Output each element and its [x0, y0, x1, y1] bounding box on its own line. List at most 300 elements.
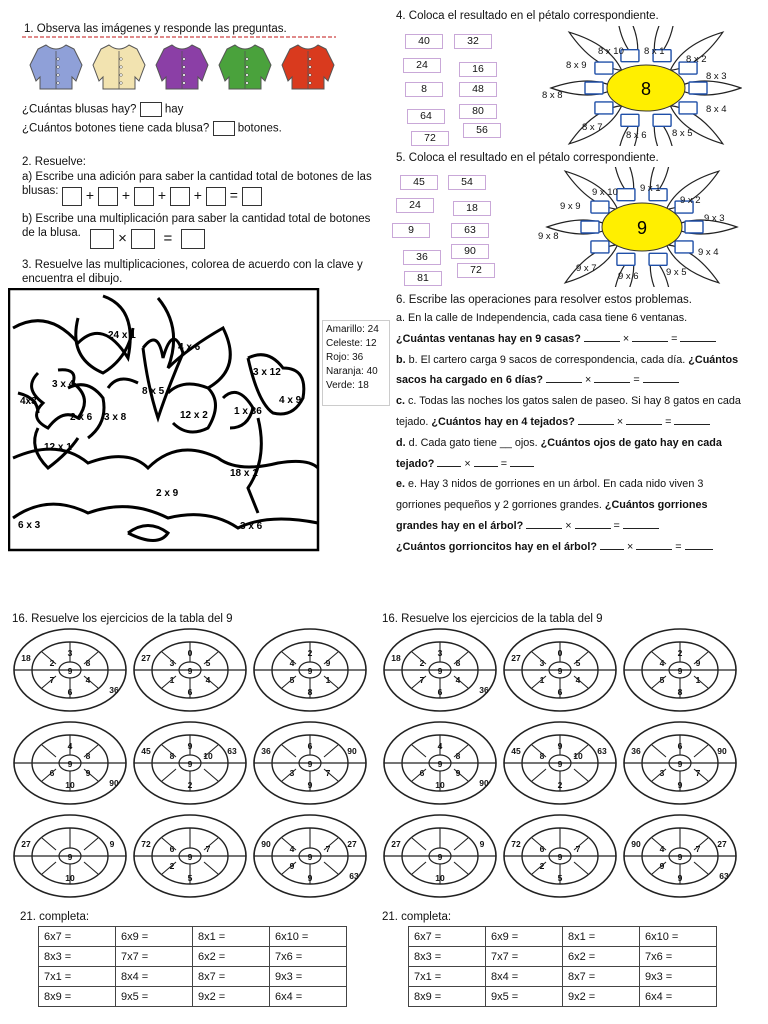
section4-title: 4. Coloca el resultado en el pétalo correspondiente.	[396, 10, 659, 22]
times-table-ring	[134, 629, 246, 711]
ring-inner-number: 1	[695, 675, 701, 685]
table-cell[interactable]: 8x7 =	[563, 967, 640, 987]
number-tile[interactable]: 40	[405, 34, 443, 49]
answer-box-blouses[interactable]	[140, 102, 162, 117]
ring-inner-number: 4	[659, 658, 665, 668]
mul-box-result[interactable]	[181, 229, 205, 249]
ring-center: 9	[67, 759, 73, 769]
table-cell[interactable]: 8x9 =	[409, 987, 486, 1007]
problem-a-question: ¿Cuántas ventanas hay en 9 casas? × =	[396, 329, 751, 350]
ring-inner-number: 7	[575, 844, 581, 854]
ring-inner-number: 3	[539, 658, 545, 668]
pic-label: 4 x 9	[279, 395, 302, 406]
ring-outer-number: 90	[631, 839, 641, 849]
section1-title: 1. Observa las imágenes y responde las preguntas.	[24, 23, 287, 35]
ring-inner-number: 3	[659, 768, 665, 778]
ring-outer-number: 27	[511, 653, 521, 663]
ring-inner-number: 8	[539, 751, 545, 761]
pic-label: 4 x 6	[178, 342, 201, 353]
ring-inner-number: 9	[695, 658, 701, 668]
number-tile[interactable]: 64	[407, 109, 445, 124]
ring-inner-number: 1	[169, 675, 175, 685]
table-cell[interactable]: 9x3 =	[640, 967, 717, 987]
ring-outer-number: 27	[717, 839, 727, 849]
ring-outer-number: 27	[391, 839, 401, 849]
ring-outer-number: 18	[391, 653, 401, 663]
pic-label: 18 x 1	[230, 468, 258, 479]
ring-inner-number: 2	[557, 780, 563, 790]
times-table-ring	[504, 629, 616, 711]
table-cell[interactable]: 6x7 =	[409, 927, 486, 947]
ring-inner-number: 6	[677, 741, 683, 751]
pic-label: 24 x 1	[108, 330, 136, 341]
ring-inner-number: 5	[557, 873, 563, 883]
ring-outer-number: 90	[347, 746, 357, 756]
multiplication-table-left	[38, 926, 347, 1007]
table-cell[interactable]: 8x3 =	[39, 947, 116, 967]
ring-inner-number: 4	[575, 675, 581, 685]
ring-inner-number: 10	[203, 751, 213, 761]
ring-inner-number: 10	[573, 751, 583, 761]
pic-label: 3 x 4	[52, 379, 75, 390]
section16-title-left: 16. Resuelve los ejercicios de la tabla del 9	[12, 613, 233, 625]
number-tile[interactable]: 54	[448, 175, 486, 190]
ring-inner-number: 9	[659, 861, 665, 871]
times-table-ring	[134, 815, 246, 897]
pic-label: 2 x 6	[70, 412, 93, 423]
times-table-ring	[254, 815, 366, 897]
ring-inner-number: 6	[169, 844, 175, 854]
ring-inner-number: 3	[67, 648, 73, 658]
ring-outer-number: 90	[261, 839, 271, 849]
add-box-2[interactable]	[98, 187, 118, 206]
problem-e-question: grandes hay en el árbol? × =	[396, 516, 751, 537]
ring-inner-number: 5	[187, 873, 193, 883]
ring-inner-number: 6	[437, 687, 443, 697]
ring-inner-number: 4	[289, 844, 295, 854]
section6-title: 6. Escribe las operaciones para resolver estos problemas.	[396, 294, 692, 306]
color-key	[322, 320, 390, 406]
table-cell[interactable]: 6x9 =	[486, 927, 563, 947]
table-cell[interactable]: 6x2 =	[193, 947, 270, 967]
petal-answer-box[interactable]	[617, 253, 635, 265]
petal-label: 9 x 2	[680, 195, 701, 206]
problem-a-text: a. En la calle de Independencia, cada casa tiene 6 ventanas.	[396, 312, 688, 324]
table-cell[interactable]: 8x3 =	[409, 947, 486, 967]
ring-outer-number: 63	[349, 871, 359, 881]
ring-inner-number: 7	[695, 844, 701, 854]
petal-label: 9 x 10	[592, 187, 618, 198]
table-cell[interactable]: 6x10 =	[640, 927, 717, 947]
section2-a-text: a) Escribe una adición para saber la cantidad total de botones de las blusas:	[22, 171, 372, 197]
petal-label: 8 x 4	[706, 104, 727, 115]
petal-label: 8 x 10	[598, 46, 624, 57]
multiplication-row: × =	[90, 229, 205, 249]
blouse-icon	[282, 45, 334, 89]
flower-center-8: 8	[640, 79, 652, 99]
pic-label: 2 x 9	[156, 488, 179, 499]
ring-center: 9	[557, 666, 563, 676]
problems	[396, 308, 751, 558]
ring-inner-number: 2	[187, 780, 193, 790]
table-cell[interactable]: 9x2 =	[563, 987, 640, 1007]
ring-outer-number: 18	[21, 653, 31, 663]
times-table-ring	[504, 722, 616, 804]
times-table-ring	[134, 722, 246, 804]
ring-inner-number: 10	[65, 780, 75, 790]
ring-outer-number: 90	[479, 778, 489, 788]
times-table-ring	[624, 815, 736, 897]
table-cell[interactable]: 7x6 =	[270, 947, 347, 967]
add-box-3[interactable]	[134, 187, 154, 206]
ring-inner-number: 8	[307, 687, 313, 697]
blouse-icon	[156, 45, 208, 89]
problem-e-question-2: ¿Cuántos gorrioncitos hay en el árbol? × =	[396, 537, 751, 558]
pic-label: 8 x 5	[142, 386, 165, 397]
petal-label: 9 x 5	[666, 267, 687, 278]
ring-inner-number: 3	[289, 768, 295, 778]
petal-label: 8 x 6	[626, 130, 647, 141]
ring-center: 9	[557, 852, 563, 862]
ring-inner-number: 6	[307, 741, 313, 751]
pic-label: 3 x 12	[253, 367, 281, 378]
ring-outer-number: 36	[631, 746, 641, 756]
flower-center-9: 9	[636, 218, 648, 238]
ring-outer-number: 45	[511, 746, 521, 756]
petal-label: 8 x 1	[644, 46, 665, 57]
ring-inner-number: 8	[85, 658, 91, 668]
ring-inner-number: 4	[67, 741, 73, 751]
ring-center: 9	[677, 666, 683, 676]
ring-inner-number: 9	[677, 873, 683, 883]
multiplication-table-right	[408, 926, 717, 1007]
table-cell[interactable]: 8x1 =	[193, 927, 270, 947]
ring-outer-number: 36	[479, 685, 489, 695]
ring-inner-number: 7	[325, 844, 331, 854]
ring-center: 9	[677, 759, 683, 769]
table-cell[interactable]: 6x7 =	[39, 927, 116, 947]
ring-inner-number: 7	[49, 675, 55, 685]
ring-outer-number: 90	[109, 778, 119, 788]
number-tile[interactable]: 90	[451, 244, 489, 259]
problem-d: d. d. Cada gato tiene __ ojos. ¿Cuántos ojos de gato hay en cada	[396, 436, 722, 449]
section5-title: 5. Coloca el resultado en el pétalo correspondiente.	[396, 152, 659, 164]
ring-inner-number: 7	[695, 768, 701, 778]
ring-outer-number: 63	[227, 746, 237, 756]
ring-center: 9	[187, 852, 193, 862]
ring-inner-number: 6	[539, 844, 545, 854]
rings-left	[10, 624, 376, 906]
petal-answer-box[interactable]	[653, 114, 671, 126]
ring-inner-number: 5	[289, 675, 295, 685]
pic-label: 3 x 6	[240, 521, 263, 532]
petal-label: 8 x 5	[672, 128, 693, 139]
number-tile[interactable]: 24	[396, 198, 434, 213]
question-buttons: ¿Cuántos botones tiene cada blusa? botones.	[22, 122, 282, 135]
ring-inner-number: 6	[67, 687, 73, 697]
section2-title: 2. Resuelve:	[22, 156, 86, 168]
petal	[676, 81, 741, 95]
ring-inner-number: 9	[325, 658, 331, 668]
times-table-ring	[254, 629, 366, 711]
section21-title-right: 21. completa:	[382, 911, 452, 923]
ring-inner-number: 7	[325, 768, 331, 778]
ring-inner-number: 3	[437, 648, 443, 658]
ring-inner-number: 4	[85, 675, 91, 685]
mul-box-1[interactable]	[90, 229, 114, 249]
mul-box-2[interactable]	[131, 229, 155, 249]
number-tile[interactable]: 81	[404, 271, 442, 286]
ring-inner-number: 9	[455, 768, 461, 778]
ring-center: 9	[187, 666, 193, 676]
ring-inner-number: 6	[187, 687, 193, 697]
addition-row: + + + + =	[62, 187, 262, 206]
times-table-ring	[384, 629, 496, 711]
ring-inner-number: 2	[419, 658, 425, 668]
flower-8	[520, 26, 742, 146]
ring-inner-number: 9	[307, 873, 313, 883]
number-tile[interactable]: 36	[403, 250, 441, 265]
blouse-icon	[219, 45, 271, 89]
petal-label: 9 x 9	[560, 201, 581, 212]
petal-answer-box[interactable]	[581, 221, 599, 233]
petal-answer-box[interactable]	[591, 201, 609, 213]
question-blouses: ¿Cuántas blusas hay? hay	[22, 103, 184, 116]
problem-b: b. b. El cartero carga 9 sacos de correspondencia, cada día. ¿Cuántos	[396, 353, 739, 366]
ring-inner-number: 5	[659, 675, 665, 685]
petal-answer-box[interactable]	[649, 253, 667, 265]
section16-title-right: 16. Resuelve los ejercicios de la tabla del 9	[382, 613, 603, 625]
ring-inner-number: 4	[205, 675, 211, 685]
times-table-ring	[14, 722, 126, 804]
table-cell[interactable]: 9x2 =	[193, 987, 270, 1007]
number-tile[interactable]: 24	[403, 58, 441, 73]
ring-inner-number: 2	[49, 658, 55, 668]
number-tile[interactable]: 63	[451, 223, 489, 238]
ring-outer-number: 72	[141, 839, 151, 849]
ring-inner-number: 9	[557, 741, 563, 751]
petal-label: 9 x 3	[704, 213, 725, 224]
table-cell[interactable]: 6x2 =	[563, 947, 640, 967]
ring-inner-number: 6	[419, 768, 425, 778]
petal-label: 8 x 7	[582, 122, 603, 133]
ring-center: 9	[187, 759, 193, 769]
key-red: Rojo: 36	[326, 352, 364, 363]
ring-inner-number: 9	[289, 861, 295, 871]
number-tile[interactable]: 72	[457, 263, 495, 278]
petal-answer-box[interactable]	[585, 82, 603, 94]
table-cell[interactable]: 7x6 =	[640, 947, 717, 967]
section2-b-text: b) Escribe una multiplicación para saber la cantidad total de botones de la blusa.	[22, 213, 371, 239]
key-yellow: Amarillo: 24	[326, 324, 379, 335]
problem-e: e. e. Hay 3 nidos de gorriones en un árbol. En cada nido viven 3	[396, 478, 704, 491]
ring-inner-number: 5	[575, 658, 581, 668]
table-cell[interactable]: 7x1 =	[39, 967, 116, 987]
key-lightblue: Celeste: 12	[326, 338, 377, 349]
ring-outer-number: 27	[21, 839, 31, 849]
ring-outer-number: 27	[141, 653, 151, 663]
add-box-4[interactable]	[170, 187, 190, 206]
ring-outer-number: 27	[347, 839, 357, 849]
ring-inner-number: 2	[169, 861, 175, 871]
blouses-picture	[22, 40, 338, 92]
ring-inner-number: 3	[169, 658, 175, 668]
petal-label: 9 x 8	[538, 231, 559, 242]
ring-inner-number: 2	[677, 648, 683, 658]
ring-center: 9	[67, 666, 73, 676]
petal-answer-box[interactable]	[679, 102, 697, 114]
ring-inner-number: 4	[437, 741, 443, 751]
ring-inner-number: 4	[455, 675, 461, 685]
ring-inner-number: 5	[205, 658, 211, 668]
ring-inner-number: 0	[557, 648, 563, 658]
ring-inner-number: 1	[325, 675, 331, 685]
ring-outer-number: 9	[479, 839, 485, 849]
times-table-ring	[624, 629, 736, 711]
table-cell[interactable]: 7x7 =	[486, 947, 563, 967]
table-cell[interactable]: 7x1 =	[409, 967, 486, 987]
petal-answer-box[interactable]	[595, 62, 613, 74]
table-cell[interactable]: 7x7 =	[116, 947, 193, 967]
ring-inner-number: 9	[85, 768, 91, 778]
ring-outer-number: 90	[717, 746, 727, 756]
petal-label: 9 x 1	[640, 183, 661, 194]
table-cell[interactable]: 6x10 =	[270, 927, 347, 947]
pic-label: 12 x 1	[44, 442, 72, 453]
ring-inner-number: 9	[677, 780, 683, 790]
petal-answer-box[interactable]	[617, 189, 635, 201]
ring-outer-number: 72	[511, 839, 521, 849]
ring-inner-number: 7	[419, 675, 425, 685]
problem-c-question: tejado. ¿Cuántos hay en 4 tejados? × =	[396, 412, 751, 433]
ring-outer-number: 45	[141, 746, 151, 756]
ring-inner-number: 4	[289, 658, 295, 668]
ring-inner-number: 10	[65, 873, 75, 883]
problem-c: c. c. Todas las noches los gatos salen de paseo. Si hay 8 gatos en cada	[396, 395, 741, 408]
add-box-5[interactable]	[206, 187, 226, 206]
key-orange: Naranja: 40	[326, 366, 378, 377]
add-box-1[interactable]	[62, 187, 82, 206]
ring-inner-number: 8	[85, 751, 91, 761]
number-tile[interactable]: 18	[453, 201, 491, 216]
ring-center: 9	[437, 666, 443, 676]
petal-answer-box[interactable]	[675, 241, 693, 253]
add-box-result[interactable]	[242, 187, 262, 206]
ring-outer-number: 63	[719, 871, 729, 881]
ring-inner-number: 8	[677, 687, 683, 697]
ring-outer-number: 9	[109, 839, 115, 849]
ring-outer-number: 36	[109, 685, 119, 695]
petal-answer-box[interactable]	[621, 114, 639, 126]
number-tile[interactable]: 8	[405, 82, 443, 97]
petal-label: 8 x 9	[566, 60, 587, 71]
number-tile[interactable]: 56	[463, 123, 501, 138]
ring-inner-number: 8	[455, 751, 461, 761]
divider	[22, 36, 336, 38]
table-cell[interactable]: 9x3 =	[270, 967, 347, 987]
ring-inner-number: 9	[307, 780, 313, 790]
times-table-ring	[384, 815, 496, 897]
petal-answer-box[interactable]	[595, 102, 613, 114]
table-cell[interactable]: 8x4 =	[116, 967, 193, 987]
table-cell[interactable]: 8x9 =	[39, 987, 116, 1007]
pic-label: 12 x 2	[180, 410, 208, 421]
table-cell[interactable]: 9x5 =	[486, 987, 563, 1007]
table-cell[interactable]: 9x5 =	[116, 987, 193, 1007]
problem-b-question: sacos ha cargado en 6 días? × =	[396, 370, 751, 391]
times-table-ring	[384, 722, 496, 804]
blouse-icon	[30, 45, 82, 89]
number-tile[interactable]: 48	[459, 82, 497, 97]
number-tile[interactable]: 45	[400, 175, 438, 190]
table-cell[interactable]: 6x4 =	[640, 987, 717, 1007]
pic-label: 3 x 8	[104, 412, 127, 423]
number-tile[interactable]: 80	[459, 104, 497, 119]
coloring-picture	[8, 288, 320, 552]
pic-label: 4x3	[20, 396, 37, 407]
petal-label: 9 x 6	[618, 271, 639, 282]
ring-center: 9	[437, 759, 443, 769]
pic-label: 1 x 36	[234, 406, 262, 417]
number-tile[interactable]: 72	[411, 131, 449, 146]
petal-answer-box[interactable]	[689, 82, 707, 94]
times-table-ring	[14, 815, 126, 897]
table-cell[interactable]: 8x1 =	[563, 927, 640, 947]
section21-title-left: 21. completa:	[20, 911, 90, 923]
petal-label: 8 x 3	[706, 71, 727, 82]
times-table-ring	[254, 722, 366, 804]
flower-9	[520, 167, 742, 287]
ring-inner-number: 6	[49, 768, 55, 778]
number-tile[interactable]: 32	[454, 34, 492, 49]
petal-label: 9 x 7	[576, 263, 597, 274]
key-green: Verde: 18	[326, 380, 369, 391]
ring-center: 9	[307, 759, 313, 769]
number-tile[interactable]: 9	[392, 223, 430, 238]
answer-box-buttons[interactable]	[213, 121, 235, 136]
ring-center: 9	[307, 852, 313, 862]
petal-answer-box[interactable]	[591, 241, 609, 253]
times-table-ring	[624, 722, 736, 804]
times-table-ring	[504, 815, 616, 897]
ring-inner-number: 10	[435, 873, 445, 883]
petal-label: 8 x 8	[542, 90, 563, 101]
ring-outer-number: 63	[597, 746, 607, 756]
section3-title: 3. Resuelve las multiplicaciones, colorea de acuerdo con la clave y encuentra el dibujo.	[22, 259, 363, 285]
table-cell[interactable]: 8x7 =	[193, 967, 270, 987]
rings-right	[380, 624, 746, 906]
ring-inner-number: 8	[169, 751, 175, 761]
number-tile[interactable]: 16	[459, 62, 497, 77]
ring-inner-number: 2	[539, 861, 545, 871]
ring-inner-number: 4	[659, 844, 665, 854]
ring-center: 9	[437, 852, 443, 862]
pic-label: 6 x 3	[18, 520, 41, 531]
ring-outer-number: 36	[261, 746, 271, 756]
ring-center: 9	[557, 759, 563, 769]
petal-label: 9 x 4	[698, 247, 719, 258]
ring-inner-number: 0	[187, 648, 193, 658]
ring-inner-number: 1	[539, 675, 545, 685]
table-cell[interactable]: 6x4 =	[270, 987, 347, 1007]
table-cell[interactable]: 8x4 =	[486, 967, 563, 987]
ring-inner-number: 8	[455, 658, 461, 668]
ring-inner-number: 7	[205, 844, 211, 854]
blouse-icon	[93, 45, 145, 89]
table-cell[interactable]: 6x9 =	[116, 927, 193, 947]
petal-answer-box[interactable]	[685, 221, 703, 233]
ring-center: 9	[67, 852, 73, 862]
